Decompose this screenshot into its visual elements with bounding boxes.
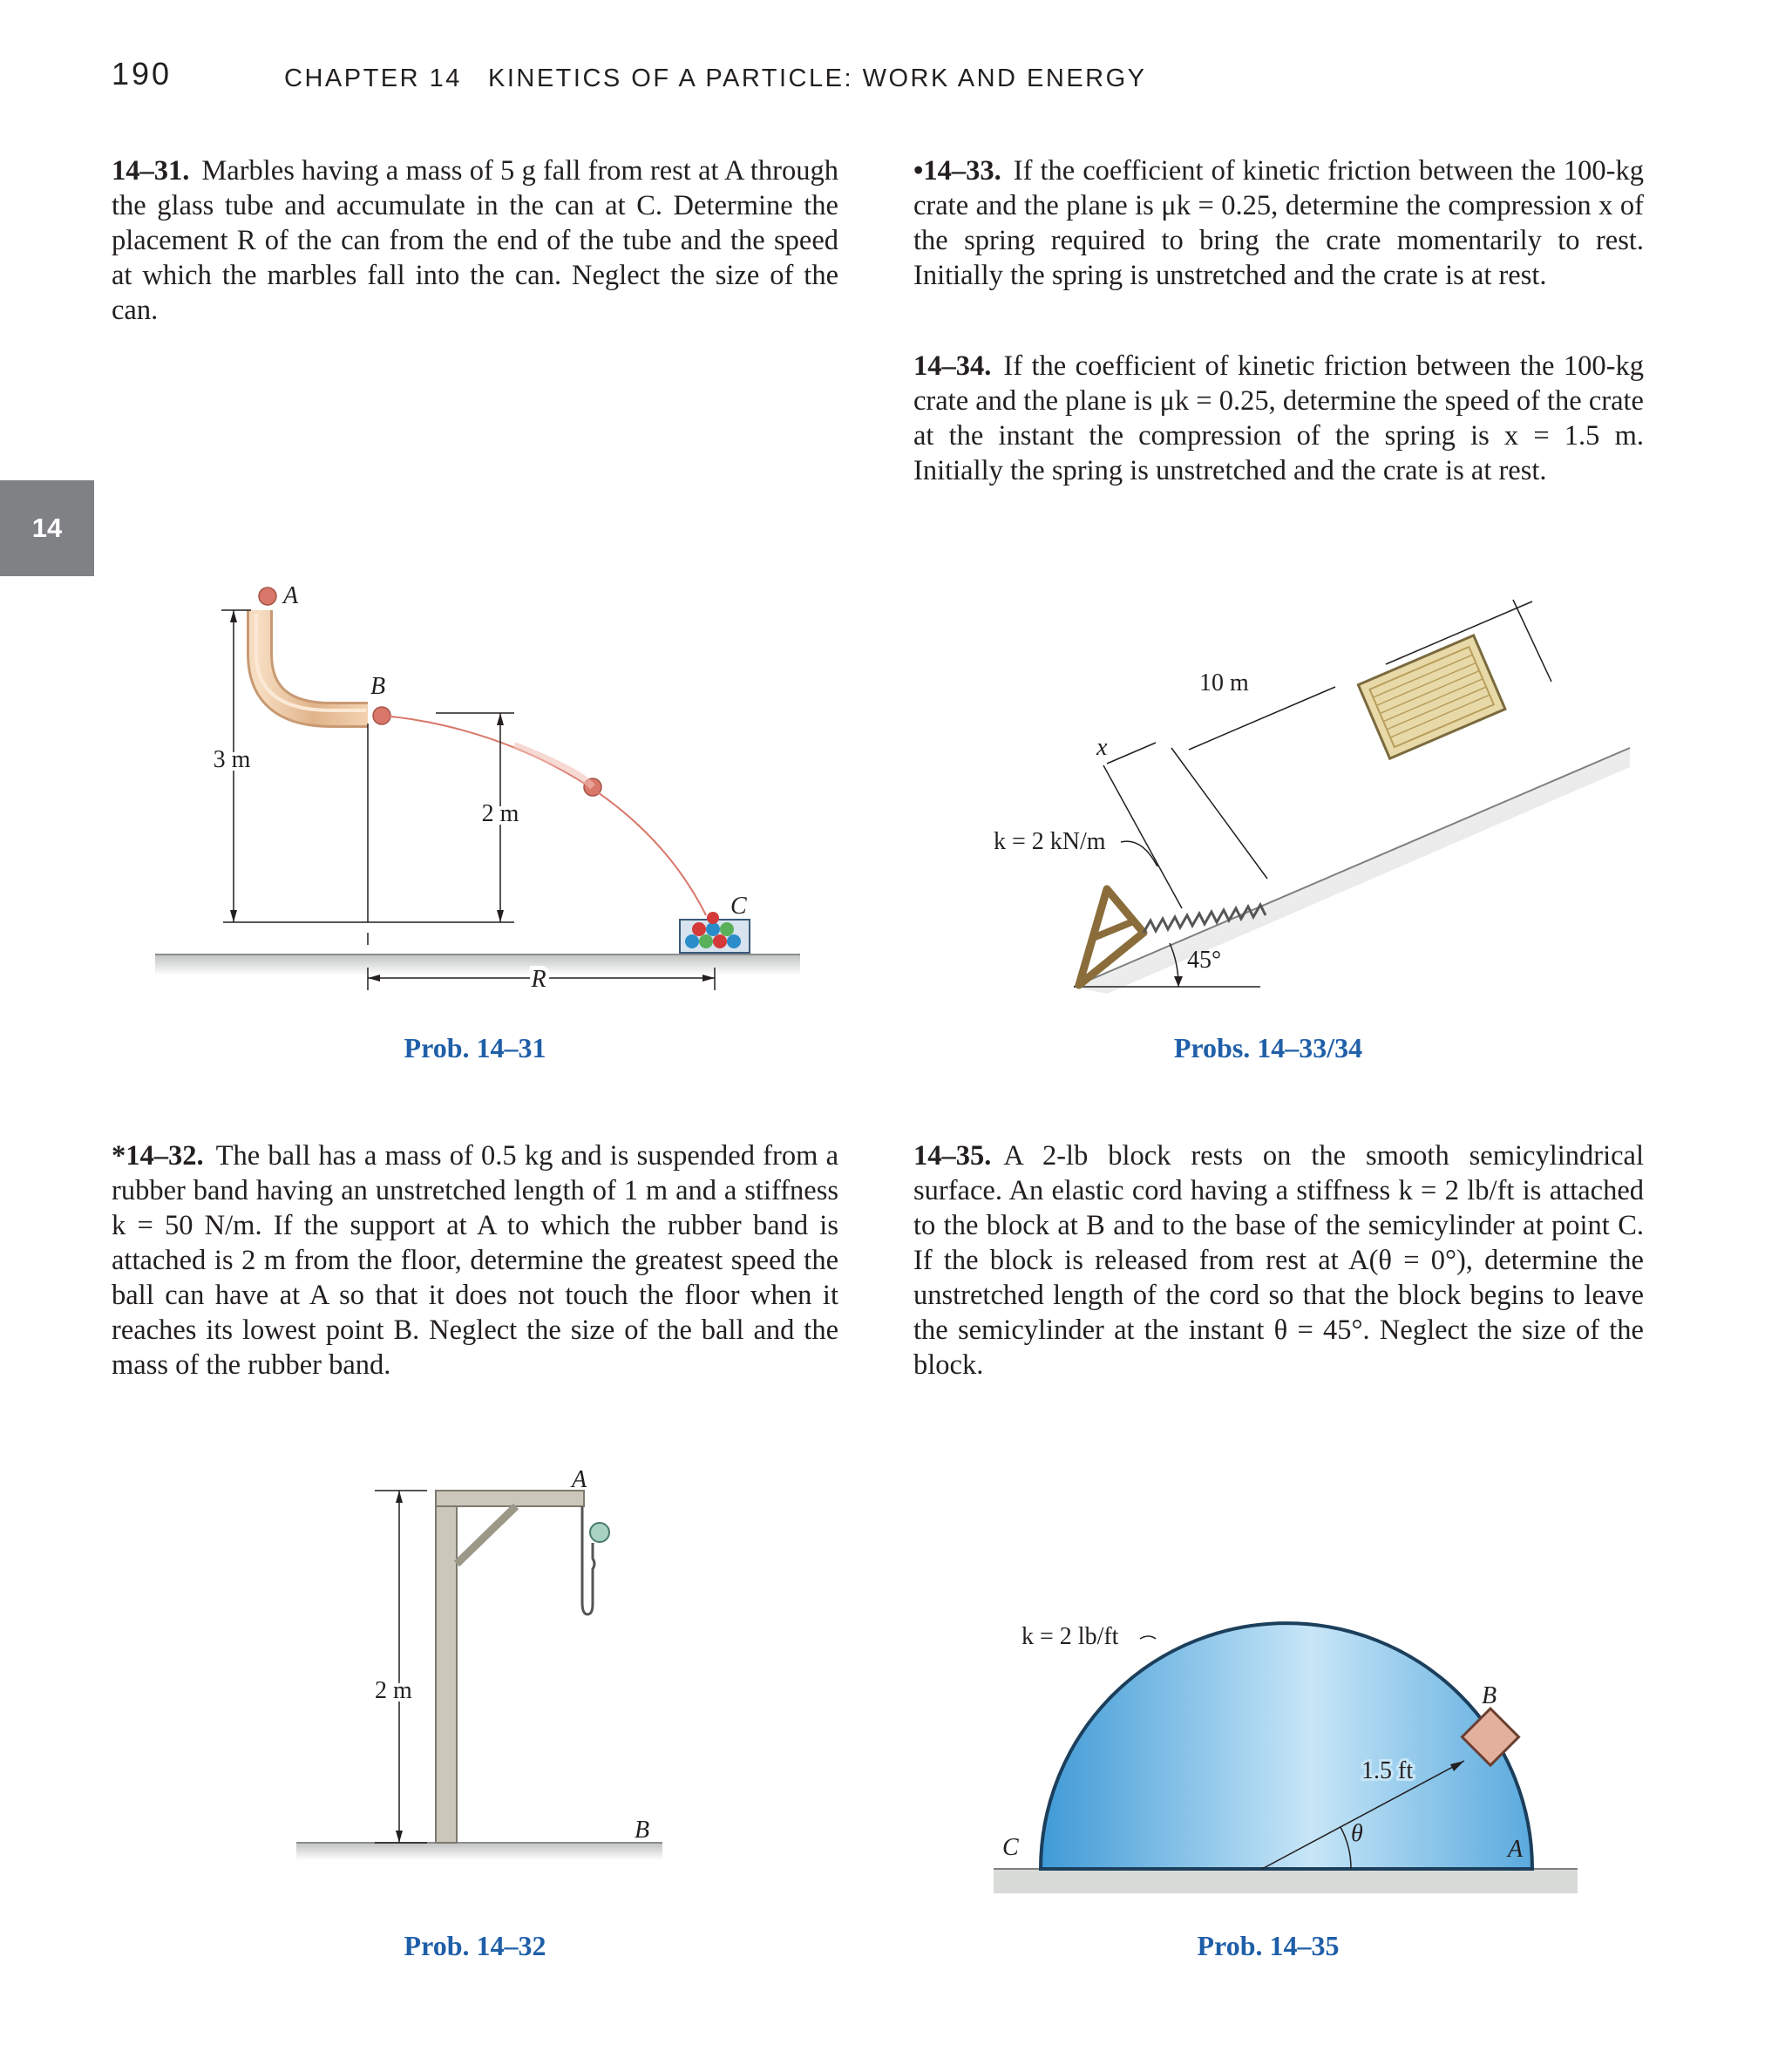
label-c: C [1002, 1834, 1019, 1861]
caption-14-33-34: Probs. 14–33/34 [1173, 1032, 1363, 1063]
problem-text: If the coefficient of kinetic friction between the 100-kg crate and the plane is μk = 0.25, determine the speed of the crate at the instant the compression of the spring is x = 1.5 m. Initially the spring is unstretched and the crate is at rest. [913, 350, 1644, 486]
label-c: C [730, 893, 747, 920]
problem-number: 14–34. [913, 350, 992, 382]
beam [436, 1491, 584, 1506]
dim-x: x [1096, 734, 1108, 761]
problem-text: Marbles having a mass of 5 g fall from rest at A through the glass tube and accumulate in the can at C. Determine the placement R of the can from the end of the tube and the speed at which the marbles fall into the can. Neglect the size of the can. [112, 155, 838, 326]
problem-14-35 [913, 1138, 1644, 1382]
dim-3m: 3 m [213, 746, 251, 773]
chapter-title: KINETICS OF A PARTICLE: WORK AND ENERGY [488, 65, 1147, 92]
marble-a [259, 588, 276, 605]
floor [296, 1843, 662, 1860]
dim-2m: 2 m [375, 1677, 412, 1704]
rubber-band [582, 1506, 594, 1614]
ball [590, 1523, 609, 1542]
problem-number: 14–35. [913, 1140, 992, 1172]
problem-14-31 [112, 153, 838, 328]
label-a: A [283, 582, 299, 609]
semicylinder [1041, 1623, 1532, 1869]
angle-theta: θ [1351, 1820, 1363, 1847]
page-number: 190 [112, 56, 173, 92]
label-b: B [635, 1817, 650, 1844]
floor [155, 954, 800, 975]
dim-r: R [531, 966, 546, 993]
caption-14-35: Prob. 14–35 [1197, 1930, 1340, 1961]
problem-14-34 [913, 349, 1644, 488]
problem-text: A 2-lb block rests on the smooth semicylindrical surface. An elastic cord having a stiffness k = 2 lb/ft is attached to the block at B and to the base of the semicylinder at point C. If the block is released from rest at A(θ = 0°), determine the unstretched length of the cord so that the block begins to leave the semicylinder at the instant θ = 45°. Neglect the size of the block. [913, 1140, 1644, 1381]
problem-text: If the coefficient of kinetic friction between the 100-kg crate and the plane is μk = 0.25, determine the compression x of the spring required to bring the crate momentarily to rest. Initially the spring is unstretched and the crate is at rest. [913, 155, 1644, 291]
dim-radius: 1.5 ft [1361, 1757, 1414, 1784]
problem-14-33 [913, 153, 1644, 293]
label-b: B [370, 673, 386, 700]
figure-14-33-34 [985, 584, 1647, 1020]
crate [1358, 635, 1505, 758]
dim-2m: 2 m [481, 800, 519, 827]
label-a: A [572, 1466, 587, 1493]
label-a: A [1508, 1836, 1524, 1863]
problem-14-32 [112, 1138, 838, 1382]
problem-number: •14–33. [913, 155, 1001, 187]
spring-k-label: k = 2 lb/ft [1021, 1623, 1119, 1650]
caption-14-31: Prob. 14–31 [404, 1032, 546, 1063]
figure-14-31 [148, 575, 811, 1029]
caption-14-32: Prob. 14–32 [404, 1930, 546, 1961]
chapter-label: CHAPTER 14 [284, 65, 462, 92]
problem-number: 14–31. [112, 155, 190, 187]
figure-14-35 [985, 1613, 1595, 1909]
label-b: B [1482, 1682, 1497, 1709]
problem-text: The ball has a mass of 0.5 kg and is suspended from a rubber band having an unstretched length of 1 m and a stiffness k = 50 N/m. If the support at A to which the rubber band is attached is 2 m from the floor, determine the greatest speed the ball can have at A so that it does not touch the floor when it reaches its lowest point B. Neglect the size of the ball and the mass of the rubber band. [112, 1140, 838, 1381]
figure-14-32 [288, 1456, 671, 1909]
inclined-plane [1074, 748, 1630, 994]
ground [994, 1869, 1578, 1893]
dim-10m: 10 m [1199, 669, 1249, 696]
chapter-tab: 14 [0, 480, 94, 576]
post [436, 1501, 457, 1843]
angle-45: 45° [1187, 947, 1222, 974]
trajectory [382, 716, 706, 915]
running-head [112, 56, 1147, 92]
problem-number: *14–32. [112, 1140, 204, 1172]
spring-k-label: k = 2 kN/m [994, 828, 1106, 855]
